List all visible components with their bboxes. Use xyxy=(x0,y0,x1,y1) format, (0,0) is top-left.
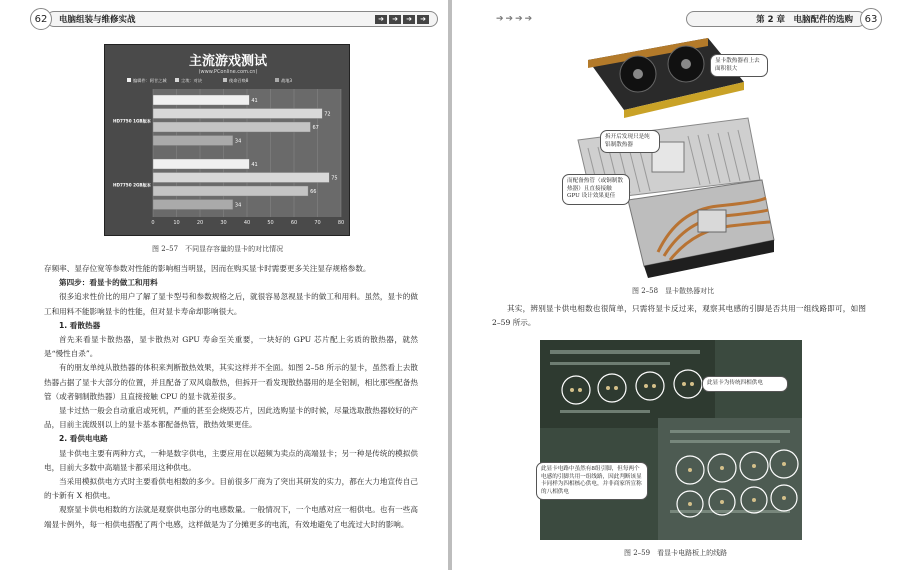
group-label: HD7750 1GB版本 xyxy=(112,118,151,124)
bar-value-label: 67 xyxy=(312,125,319,131)
legend-entry: 战地3 xyxy=(281,78,293,83)
left-body-text xyxy=(44,262,418,532)
header-arrows-icon: ➔➔➔➔ xyxy=(496,14,535,24)
bar-value-label: 34 xyxy=(234,202,242,209)
x-tick-label: 40 xyxy=(243,220,251,226)
left-header xyxy=(30,8,438,30)
figure-2-58-caption: 图 2–58 显卡散热器对比 xyxy=(632,287,715,295)
body-paragraph: 有的朋友单纯从散热器的体积来判断散热效果，其实这样并不全面。如图 2–58 所示的显卡，虽然看上去散热器占据了显卡大部分的位置，并且配备了双风扇散热，但拆开一看发现散热器用的是全铝制，相比那些配备热管（或者铜制散热器）且直接接触 CPU 的显卡就差很多。 xyxy=(44,363,418,401)
bar-value-label: 66 xyxy=(310,189,317,195)
chart-title: 主流游戏测试 xyxy=(188,54,268,69)
right-paragraph: 其实，辨别显卡供电相数也很简单，只需将显卡反过来，观察其电感的引脚是否共用一组线路即可，如图 2–59 所示。 xyxy=(492,304,866,328)
game-benchmark-chart xyxy=(104,44,350,236)
legend-entry: 编辑件：阿甘之城 xyxy=(133,78,167,83)
chart-svg xyxy=(105,45,351,237)
x-tick-label: 30 xyxy=(220,220,227,226)
body-paragraph: 显卡供电主要有两种方式，一种是数字供电，主要应用在以超频为卖点的高端显卡；另一种是传统的模拟供电，目前大多数中高端显卡都采用这种供电。 xyxy=(44,448,418,472)
callout-four-phase: 此显卡为传统四相供电 xyxy=(702,376,788,392)
chart-subtitle: (www.PConline.com.cn) xyxy=(198,69,258,75)
bar-value-label: 41 xyxy=(251,98,258,104)
body-paragraph: 很多追求性价比的用户了解了显卡型号和参数规格之后，就很容易忽视显卡的做工和用料。虽然，显卡的做工和用料不能影响显卡的性能，但对显卡寿命却影响很大。 xyxy=(44,292,418,316)
x-tick-label: 70 xyxy=(314,220,321,226)
figure-2-59-caption: 图 2–59 看显卡电路板上的线路 xyxy=(624,549,728,557)
bar xyxy=(153,109,322,119)
bar xyxy=(153,95,249,105)
left-page xyxy=(0,0,448,570)
section-heading: 第四步：看显卡的做工和用料 xyxy=(59,278,158,288)
x-tick-label: 60 xyxy=(290,220,298,226)
header-arrows-icon: ➜ ➜ ➜ ➜ xyxy=(375,15,429,24)
bar-value-label: 34 xyxy=(234,138,242,145)
bar xyxy=(153,159,249,169)
pcb-power-circuit-photo xyxy=(540,340,802,540)
legend-swatch xyxy=(223,78,227,82)
section-heading: 2. 看供电电路 xyxy=(59,434,108,444)
right-page xyxy=(452,0,900,570)
left-header-title: 电脑组装与维修实战 xyxy=(59,15,136,25)
legend-swatch xyxy=(175,78,179,82)
x-tick-label: 10 xyxy=(173,220,180,226)
left-header-bar xyxy=(46,11,438,27)
bar xyxy=(153,186,308,196)
section-heading: 1. 看散热器 xyxy=(59,320,101,330)
callout-aluminum-heatsink: 拆开后发现只是纯铝制散热器 xyxy=(600,130,660,153)
legend-swatch xyxy=(127,78,131,82)
x-tick-label: 50 xyxy=(267,220,274,226)
bar-value-label: 41 xyxy=(251,162,258,168)
left-page-number: 62 xyxy=(30,8,52,30)
bar xyxy=(153,136,233,146)
right-body-text xyxy=(492,302,866,330)
body-paragraph: 首先来看显卡散热器，显卡散热对 GPU 寿命至关重要，一块好的 GPU 芯片配上劣质的散热器，就然是“慢性自杀”。 xyxy=(44,335,418,359)
callout-heatpipe-heatsink: 而配备热管（或铜制散热器）且直接接触 GPU 设计效果更佳 xyxy=(562,174,630,205)
body-paragraph: 存频率、显存位宽等参数对性能的影响相当明显，因而在购买显卡时需要更多关注显存规格参数。 xyxy=(44,264,371,273)
right-page-number: 63 xyxy=(860,8,882,30)
callout-large-heatsink: 显卡散热器看上去面积很大 xyxy=(710,54,768,77)
right-header xyxy=(476,8,882,30)
legend-entry: 使命召唤8 xyxy=(229,78,249,83)
x-tick-label: 20 xyxy=(196,220,204,226)
body-paragraph: 显卡过热一般会自动重启或死机，严重的甚至会烧毁芯片，因此选购显卡的时候，尽量选取散热器较好的产品，目前主流级别以上的显卡基本都配备热管，散热效果更佳。 xyxy=(44,406,418,430)
body-paragraph: 当采用模拟供电方式时主要看供电相数的多少。目前很多厂商为了突出其研发的实力，都在大力地宣传自己的卡新有 X 相供电。 xyxy=(44,477,418,501)
bar xyxy=(153,122,310,132)
bar-value-label: 72 xyxy=(324,111,331,118)
bar xyxy=(153,200,233,210)
bar xyxy=(153,173,329,183)
legend-swatch xyxy=(275,78,279,82)
x-tick-label: 0 xyxy=(151,220,155,226)
callout-eight-pins: 此显卡电路中虽然有8组引脚，但每两个电感的引脚共用一组线路，因此判断该显卡同样为四相核心供电，并非商家所宣称的八相供电 xyxy=(536,462,648,500)
legend-entry: 尘埃：对决 xyxy=(181,78,202,83)
body-paragraph: 观察显卡供电相数的方法就是观察供电部分的电感数量。一般情况下，一个电感对应一相供电。也有一些高端显卡例外，每一相供电搭配了两个电感，这样做是为了分摊更多的电流，有效地避免了电流过大时的影响。 xyxy=(44,505,418,529)
right-header-title: 第 2 章 电脑配件的选购 xyxy=(756,15,853,25)
group-label: HD7750 2GB版本 xyxy=(112,182,151,188)
bar-value-label: 75 xyxy=(331,175,338,182)
figure-2-57-caption: 图 2–57 不同显存容量的显卡的对比情况 xyxy=(152,245,284,253)
right-header-bar xyxy=(686,11,866,27)
x-tick-label: 80 xyxy=(337,220,345,226)
